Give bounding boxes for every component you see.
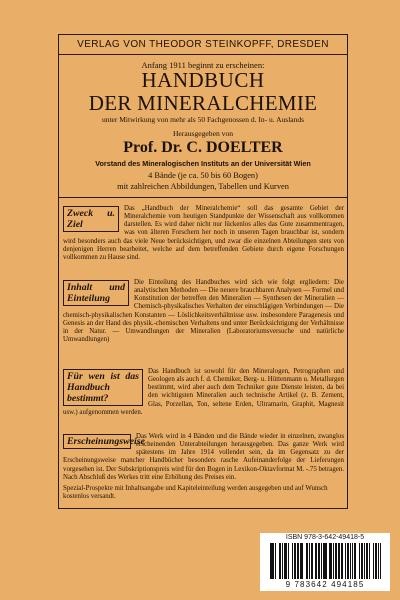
barcode-bar [352,543,353,579]
isbn-text: ISBN 978-3-642-49418-5 [285,534,365,541]
barcode-bar [295,543,296,579]
editor-position: Vorstand des Mineralogischen Instituts an der Universität Wien [95,159,311,168]
editor-intro: Herausgegeben von [172,129,234,138]
barcode-bar [280,543,281,579]
prospect-note: Spezial-Prospekte mit Inhaltsangabe und Kapiteleinteilung werden ausgegeben und auf Wunsch kostenlos versandt. [63,485,328,501]
barcode-bar [369,543,370,579]
barcode-bar [355,543,356,579]
barcode-bar [286,543,287,579]
section-text: Das Handbuch ist sowohl für den Mineralogen, Petrographen und Geologen als auch f. d. Chemiker, Berg- u. Hüttenmann u. Metallurgen bestimmt, wird aber auch dem Techniker gute Dienste leisten, da bei den wichtigsten Mineralien auch technische Artikel (z. B. Zement, Glas, Porzellan, Ton, seltene Erden, Ultramarin, Graphit, Magnesit usw.) aufgenommen werden. [63,368,344,416]
barcode-bar [298,543,299,579]
barcode-bar [367,543,368,579]
barcode-bar [338,543,340,579]
section-text: Das Werk wird in 4 Bänden und die Bände wieder in einzelnen, zwanglos erscheinenden Unterabteilungen herausgegeben. Das ganze Werk wird spätestens im Jahre 1914 vollendet sein, da im Gegensatz zu der Erscheinungsweise mancher Handbücher besonders rasche Aufeinanderfolge der Lieferungen vorgesehen ist. Der Subskriptionspreis wird für den Bogen in Lexikon-Oktavformat M. -.75 betragen. Nach Abschluß des Werkes tritt eine Erhöhung des Preises ein. [63,433,344,481]
barcode-bar [273,543,274,579]
barcode-bar [309,543,310,579]
barcode-bar [292,543,293,579]
section-audience [63,368,344,417]
isbn-barcode-label [260,533,390,591]
barcode-digits: 9 783642 494185 [285,580,365,589]
barcode-bar [307,543,308,579]
announcement: Anfang 1911 beginnt zu erscheinen: [141,60,265,70]
barcode-bar [373,543,374,579]
barcode-bar [348,543,349,579]
barcode-bar [380,543,381,579]
editor-name: Prof. Dr. C. DOELTER [123,139,283,156]
section-label: Inhalt und Einteilung [63,280,129,306]
barcode-bar [333,543,334,579]
section-label: Für wen ist das Handbuch bestimmt? [63,369,143,406]
barcode-bar [336,543,337,579]
title-line-2: DER MINERALCHEMIE [88,91,318,115]
barcode-bar [321,543,322,579]
title-divider [59,197,347,198]
barcode-bar [342,543,343,579]
barcode-bar [378,543,379,579]
barcode-bar [282,543,283,579]
barcode-bar [350,543,351,579]
barcode-bar [362,543,363,579]
illustration-info: mit zahlreichen Abbildungen, Tabellen und Kurven [117,182,289,191]
title-line-1: HANDBUCH [141,68,265,92]
section-content [63,279,344,344]
barcode-bar [302,543,303,579]
barcode-bar [364,543,365,579]
barcode-bar [312,543,313,579]
section-text: Das „Handbuch der Mineralchemie“ soll das gesamte Gebiet der Mineralchemie vom heutigen Standpunkte der Wissenschaft aus vollkommen darstellen. Es wird daher nicht nur lückenlos alles das Gute zusammentragen, was von älteren Forschern her noch in unseren Tagen brauchbar ist, sondern wird besonders auch das viele Neue berücksichtigen, und zwar die einzelnen Abteilungen stets von denjenigen Herren bearbeitet, welche auf dem betreffenden Gebiete durch eigene Forschungen vollkommen zu Hause sind. [63,205,344,261]
barcode-bar [319,543,320,579]
barcode-bar [275,543,276,579]
collaboration-note: unter Mitwirkung von mehr als 50 Fachgenossen d. In- u. Auslands [101,115,305,124]
publisher-line: VERLAG VON THEODOR STEINKOPFF, DRESDEN [77,39,329,50]
barcode [270,543,382,579]
volume-info: 4 Bände (je ca. 50 bis 60 Bogen) [148,171,258,180]
section-publication [63,433,344,482]
section-text: Die Einteilung des Handbuches wird sich wie folgt ergliedern: Die analytischen Methoden — Die neuere brauchbaren Analysen — Formel und Konstitution der betreffen den Mineralien — Synthesen der Mineralien — Chemisch-physikalisches Verhalten der einschlägigen Verbindungen — Die chemisch-physikalischen Konstanten — Löslichkeitsverhältnisse usw. insbesondere Paragenesis und Genesis an der Hand des physik.-chemischen Verhaltens und unter Berücksichtigung der Verhältnisse in der Natur. — Umwandlungen der Mineralien (Laboratoriumsversuche und natürliche Umwandlungen) [63,279,344,344]
section-label: Erscheinungsweise [63,434,131,449]
barcode-bar [326,543,327,579]
section-label: Zweck u. Ziel [63,206,119,232]
barcode-bar [359,543,360,579]
section-purpose [63,205,344,262]
barcode-bar [288,543,289,579]
barcode-bar [345,543,346,579]
advertisement-frame [58,34,348,509]
header-divider [59,54,347,55]
